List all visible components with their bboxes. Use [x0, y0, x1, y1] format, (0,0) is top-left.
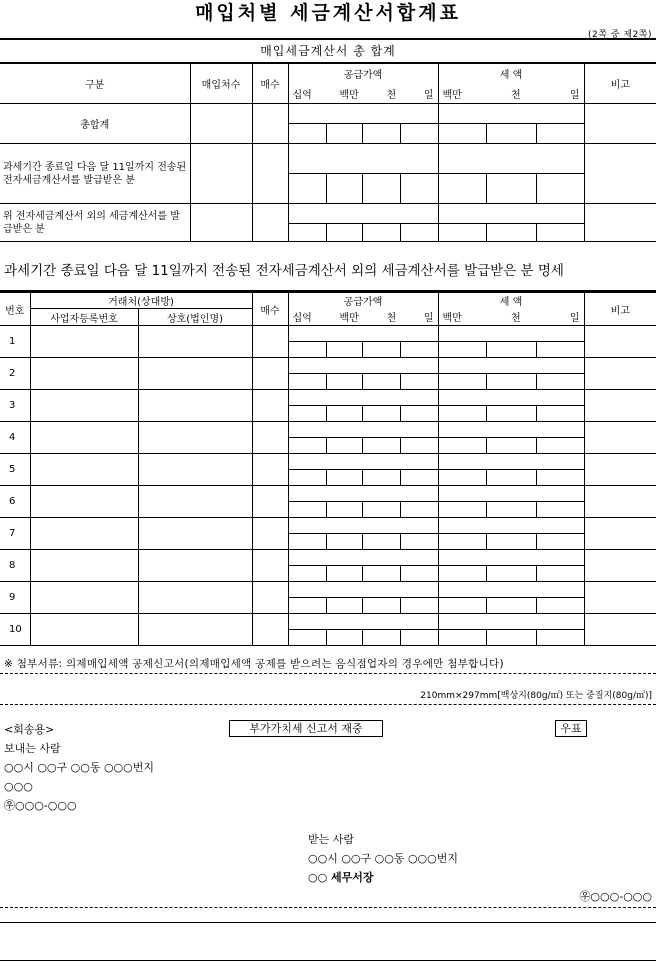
- form-title: 매입처별 세금계산서합계표: [195, 2, 461, 24]
- input-cell[interactable]: [438, 174, 486, 204]
- input-cell[interactable]: [486, 470, 536, 486]
- input-cell[interactable]: [138, 518, 252, 550]
- input-cell[interactable]: [362, 630, 400, 646]
- input-cell[interactable]: [584, 518, 656, 550]
- header-tax: 세 액: [438, 64, 584, 84]
- page-indicator: (2쪽 중 제2쪽): [588, 30, 652, 40]
- attachment-note: ※ 첨부서류: 의제매입세액 공제신고서(의제매입세액 공제를 받으려는 음식점업자의 경우에만 첨부합니다): [4, 658, 504, 670]
- input-cell[interactable]: [584, 104, 656, 144]
- input-cell[interactable]: [438, 204, 584, 224]
- input-cell[interactable]: [288, 550, 438, 566]
- input-cell[interactable]: [362, 566, 400, 582]
- input-cell[interactable]: [252, 550, 288, 582]
- input-cell[interactable]: [138, 582, 252, 614]
- summary-caption: 매입세금계산서 총 합계: [0, 40, 656, 63]
- sender-block: [4, 720, 154, 815]
- input-cell[interactable]: [252, 486, 288, 518]
- input-cell[interactable]: [486, 342, 536, 358]
- input-cell[interactable]: [400, 124, 438, 144]
- input-cell[interactable]: [438, 342, 486, 358]
- input-cell[interactable]: [584, 454, 656, 486]
- input-cell[interactable]: [288, 144, 438, 174]
- input-cell[interactable]: [288, 582, 438, 598]
- input-cell[interactable]: [138, 550, 252, 582]
- input-cell[interactable]: [288, 470, 326, 486]
- input-cell[interactable]: [288, 124, 326, 144]
- input-cell[interactable]: [326, 174, 362, 204]
- input-cell[interactable]: [252, 582, 288, 614]
- input-cell[interactable]: [584, 614, 656, 646]
- row-number: 10: [0, 614, 30, 646]
- input-cell[interactable]: [288, 454, 438, 470]
- input-cell[interactable]: [326, 534, 362, 550]
- input-cell[interactable]: [362, 470, 400, 486]
- header-category: 구분: [0, 64, 190, 104]
- input-cell[interactable]: [288, 630, 326, 646]
- input-cell[interactable]: [536, 124, 584, 144]
- input-cell[interactable]: [536, 470, 584, 486]
- input-cell[interactable]: [438, 422, 584, 438]
- input-cell[interactable]: [536, 342, 584, 358]
- input-cell[interactable]: [288, 342, 326, 358]
- input-cell[interactable]: [288, 502, 326, 518]
- input-cell[interactable]: [438, 502, 486, 518]
- input-cell[interactable]: [30, 550, 138, 582]
- input-cell[interactable]: [536, 534, 584, 550]
- input-cell[interactable]: [486, 406, 536, 422]
- input-cell[interactable]: [30, 486, 138, 518]
- input-cell[interactable]: [288, 326, 438, 342]
- input-cell[interactable]: [362, 174, 400, 204]
- input-cell[interactable]: [438, 582, 584, 598]
- input-cell[interactable]: [584, 358, 656, 390]
- input-cell[interactable]: [252, 390, 288, 422]
- input-cell[interactable]: [326, 342, 362, 358]
- input-cell[interactable]: [486, 174, 536, 204]
- input-cell[interactable]: [438, 144, 584, 174]
- header-counterparty: 거래처(상대방): [30, 293, 252, 309]
- input-cell[interactable]: [138, 390, 252, 422]
- input-cell[interactable]: [138, 486, 252, 518]
- input-cell[interactable]: [536, 374, 584, 390]
- input-cell[interactable]: [400, 438, 438, 454]
- paper-spec: 210mm×297mm[백상지(80g/㎡) 또는 중질지(80g/㎡)]: [420, 691, 652, 701]
- summary-row-label: 과세기간 종료일 다음 달 11일까지 전송된 전자세금계산서를 발급받은 분: [0, 144, 190, 204]
- input-cell[interactable]: [536, 406, 584, 422]
- input-cell[interactable]: [486, 374, 536, 390]
- table-row: [0, 390, 656, 406]
- header-remarks: 비고: [584, 64, 656, 104]
- sender-zip: ㉾○○○-○○○: [4, 799, 77, 812]
- input-cell[interactable]: [288, 174, 326, 204]
- supply-units: 십억 백만 천 일: [292, 313, 434, 325]
- input-cell[interactable]: [30, 326, 138, 358]
- header-name: 상호(법인명): [138, 309, 252, 326]
- recipient-block: [308, 830, 458, 887]
- input-cell[interactable]: [30, 614, 138, 646]
- input-cell[interactable]: [486, 224, 536, 242]
- input-cell[interactable]: [486, 438, 536, 454]
- input-cell[interactable]: [288, 104, 438, 124]
- table-row: [0, 422, 656, 438]
- input-cell[interactable]: [438, 470, 486, 486]
- input-cell[interactable]: [536, 630, 584, 646]
- sender-label: 보내는 사람: [4, 742, 61, 755]
- input-cell[interactable]: [536, 566, 584, 582]
- input-cell[interactable]: [584, 422, 656, 454]
- input-cell[interactable]: [362, 224, 400, 242]
- input-cell[interactable]: [438, 598, 486, 614]
- tax-units: 백만 천 일: [442, 89, 580, 101]
- sender-address: ○○시 ○○구 ○○동 ○○○번지: [4, 761, 155, 774]
- detail-rows: [0, 326, 656, 646]
- input-cell[interactable]: [288, 534, 326, 550]
- input-cell[interactable]: [288, 406, 326, 422]
- input-cell[interactable]: [362, 124, 400, 144]
- header-sheet-count: 매수: [252, 293, 288, 326]
- input-cell[interactable]: [584, 582, 656, 614]
- input-cell[interactable]: [252, 326, 288, 358]
- header-supplier-count: 매입처수: [190, 64, 252, 104]
- input-cell[interactable]: [486, 630, 536, 646]
- input-cell[interactable]: [400, 374, 438, 390]
- table-row: [0, 326, 656, 342]
- table-row: [0, 454, 656, 470]
- input-cell[interactable]: [536, 438, 584, 454]
- return-label: <회송용>: [4, 723, 55, 736]
- input-cell[interactable]: [326, 598, 362, 614]
- cut-line: [0, 907, 656, 908]
- recipient-name: ○○ 세무서장: [308, 871, 374, 884]
- recipient-zip: ㉾○○○-○○○: [579, 890, 652, 903]
- input-cell[interactable]: [190, 144, 252, 204]
- header-supply-value: 공급가액: [288, 64, 438, 84]
- recipient-label: 받는 사람: [308, 833, 355, 846]
- row-number: 5: [0, 454, 30, 486]
- summary-section: [0, 38, 656, 242]
- input-cell[interactable]: [584, 326, 656, 358]
- input-cell[interactable]: [326, 470, 362, 486]
- table-row: [0, 582, 656, 598]
- divider: [0, 922, 656, 923]
- input-cell[interactable]: [326, 406, 362, 422]
- input-cell[interactable]: [362, 438, 400, 454]
- input-cell[interactable]: [326, 438, 362, 454]
- input-cell[interactable]: [288, 598, 326, 614]
- input-cell[interactable]: [138, 358, 252, 390]
- input-cell[interactable]: [438, 390, 584, 406]
- postage-box: 우표: [555, 720, 587, 737]
- input-cell[interactable]: [584, 144, 656, 204]
- input-cell[interactable]: [400, 534, 438, 550]
- input-cell[interactable]: [362, 374, 400, 390]
- input-cell[interactable]: [326, 566, 362, 582]
- input-cell[interactable]: [326, 630, 362, 646]
- input-cell[interactable]: [326, 374, 362, 390]
- row-number: 7: [0, 518, 30, 550]
- input-cell[interactable]: [288, 390, 438, 406]
- recipient-address: ○○시 ○○구 ○○동 ○○○번지: [308, 852, 459, 865]
- detail-section: [0, 290, 656, 646]
- input-cell[interactable]: [438, 534, 486, 550]
- table-row: [0, 486, 656, 502]
- input-cell[interactable]: [438, 614, 584, 630]
- row-number: 8: [0, 550, 30, 582]
- input-cell[interactable]: [400, 406, 438, 422]
- input-cell[interactable]: [438, 326, 584, 342]
- cut-line: [0, 673, 656, 674]
- input-cell[interactable]: [438, 124, 486, 144]
- input-cell[interactable]: [252, 614, 288, 646]
- input-cell[interactable]: [138, 326, 252, 358]
- input-cell[interactable]: [288, 518, 438, 534]
- input-cell[interactable]: [536, 224, 584, 242]
- input-cell[interactable]: [400, 566, 438, 582]
- row-number: 9: [0, 582, 30, 614]
- input-cell[interactable]: [30, 358, 138, 390]
- input-cell[interactable]: [30, 390, 138, 422]
- row-number: 2: [0, 358, 30, 390]
- input-cell[interactable]: [486, 124, 536, 144]
- header-remarks: 비고: [584, 293, 656, 326]
- input-cell[interactable]: [400, 502, 438, 518]
- input-cell[interactable]: [252, 204, 288, 242]
- header-sheet-count: 매수: [252, 64, 288, 104]
- input-cell[interactable]: [30, 454, 138, 486]
- input-cell[interactable]: [400, 470, 438, 486]
- input-cell[interactable]: [438, 104, 584, 124]
- input-cell[interactable]: [30, 582, 138, 614]
- input-cell[interactable]: [252, 358, 288, 390]
- header-supply-value: 공급가액: [288, 293, 438, 309]
- table-row: [0, 614, 656, 630]
- input-cell[interactable]: [252, 518, 288, 550]
- input-cell[interactable]: [438, 454, 584, 470]
- input-cell[interactable]: [288, 224, 326, 242]
- input-cell[interactable]: [438, 486, 584, 502]
- input-cell[interactable]: [288, 614, 438, 630]
- input-cell[interactable]: [288, 438, 326, 454]
- input-cell[interactable]: [138, 614, 252, 646]
- input-cell[interactable]: [438, 224, 486, 242]
- input-cell[interactable]: [252, 454, 288, 486]
- summary-row-label: 총합계: [0, 104, 190, 144]
- input-cell[interactable]: [486, 502, 536, 518]
- input-cell[interactable]: [438, 438, 486, 454]
- input-cell[interactable]: [362, 342, 400, 358]
- input-cell[interactable]: [438, 518, 584, 534]
- sender-name: ○○○: [4, 780, 33, 793]
- input-cell[interactable]: [252, 144, 288, 204]
- input-cell[interactable]: [326, 502, 362, 518]
- header-reg-no: 사업자등록번호: [30, 309, 138, 326]
- input-cell[interactable]: [190, 204, 252, 242]
- input-cell[interactable]: [288, 566, 326, 582]
- input-cell[interactable]: [190, 104, 252, 144]
- input-cell[interactable]: [288, 204, 438, 224]
- input-cell[interactable]: [30, 422, 138, 454]
- input-cell[interactable]: [486, 566, 536, 582]
- input-cell[interactable]: [362, 502, 400, 518]
- input-cell[interactable]: [438, 374, 486, 390]
- input-cell[interactable]: [362, 534, 400, 550]
- detail-heading: 과세기간 종료일 다음 달 11일까지 전송된 전자세금계산서 외의 세금계산서를 발급받은 분 명세: [4, 263, 564, 279]
- input-cell[interactable]: [252, 104, 288, 144]
- header-no: 번호: [0, 293, 30, 326]
- input-cell[interactable]: [486, 534, 536, 550]
- input-cell[interactable]: [584, 204, 656, 242]
- row-number: 1: [0, 326, 30, 358]
- table-row: [0, 358, 656, 374]
- input-cell[interactable]: [584, 390, 656, 422]
- input-cell[interactable]: [438, 358, 584, 374]
- row-number: 6: [0, 486, 30, 518]
- input-cell[interactable]: [584, 550, 656, 582]
- input-cell[interactable]: [536, 174, 584, 204]
- input-cell[interactable]: [438, 406, 486, 422]
- cut-line: [0, 704, 656, 705]
- summary-row-label: 위 전자세금계산서 외의 세금계산서를 발급받은 분: [0, 204, 190, 242]
- table-row: [0, 518, 656, 534]
- input-cell[interactable]: [138, 422, 252, 454]
- summary-table: [0, 63, 656, 242]
- input-cell[interactable]: [536, 502, 584, 518]
- input-cell[interactable]: [362, 598, 400, 614]
- header-tax: 세 액: [438, 293, 584, 309]
- input-cell[interactable]: [252, 422, 288, 454]
- input-cell[interactable]: [400, 224, 438, 242]
- envelope-title-box: 부가가치세 신고서 재중: [229, 720, 383, 737]
- input-cell[interactable]: [288, 422, 438, 438]
- input-cell[interactable]: [326, 124, 362, 144]
- input-cell[interactable]: [584, 486, 656, 518]
- input-cell[interactable]: [288, 358, 438, 374]
- table-row: [0, 550, 656, 566]
- input-cell[interactable]: [486, 598, 536, 614]
- input-cell[interactable]: [288, 374, 326, 390]
- input-cell[interactable]: [400, 598, 438, 614]
- input-cell[interactable]: [438, 566, 486, 582]
- detail-table: [0, 292, 656, 646]
- supply-units: 십억 백만 천 일: [292, 89, 434, 101]
- input-cell[interactable]: [288, 486, 438, 502]
- tax-units: 백만 천 일: [442, 313, 580, 325]
- row-number: 4: [0, 422, 30, 454]
- input-cell[interactable]: [400, 174, 438, 204]
- input-cell[interactable]: [536, 598, 584, 614]
- row-number: 3: [0, 390, 30, 422]
- input-cell[interactable]: [400, 630, 438, 646]
- input-cell[interactable]: [326, 224, 362, 242]
- input-cell[interactable]: [138, 454, 252, 486]
- input-cell[interactable]: [438, 550, 584, 566]
- input-cell[interactable]: [438, 630, 486, 646]
- input-cell[interactable]: [362, 406, 400, 422]
- input-cell[interactable]: [400, 342, 438, 358]
- input-cell[interactable]: [30, 518, 138, 550]
